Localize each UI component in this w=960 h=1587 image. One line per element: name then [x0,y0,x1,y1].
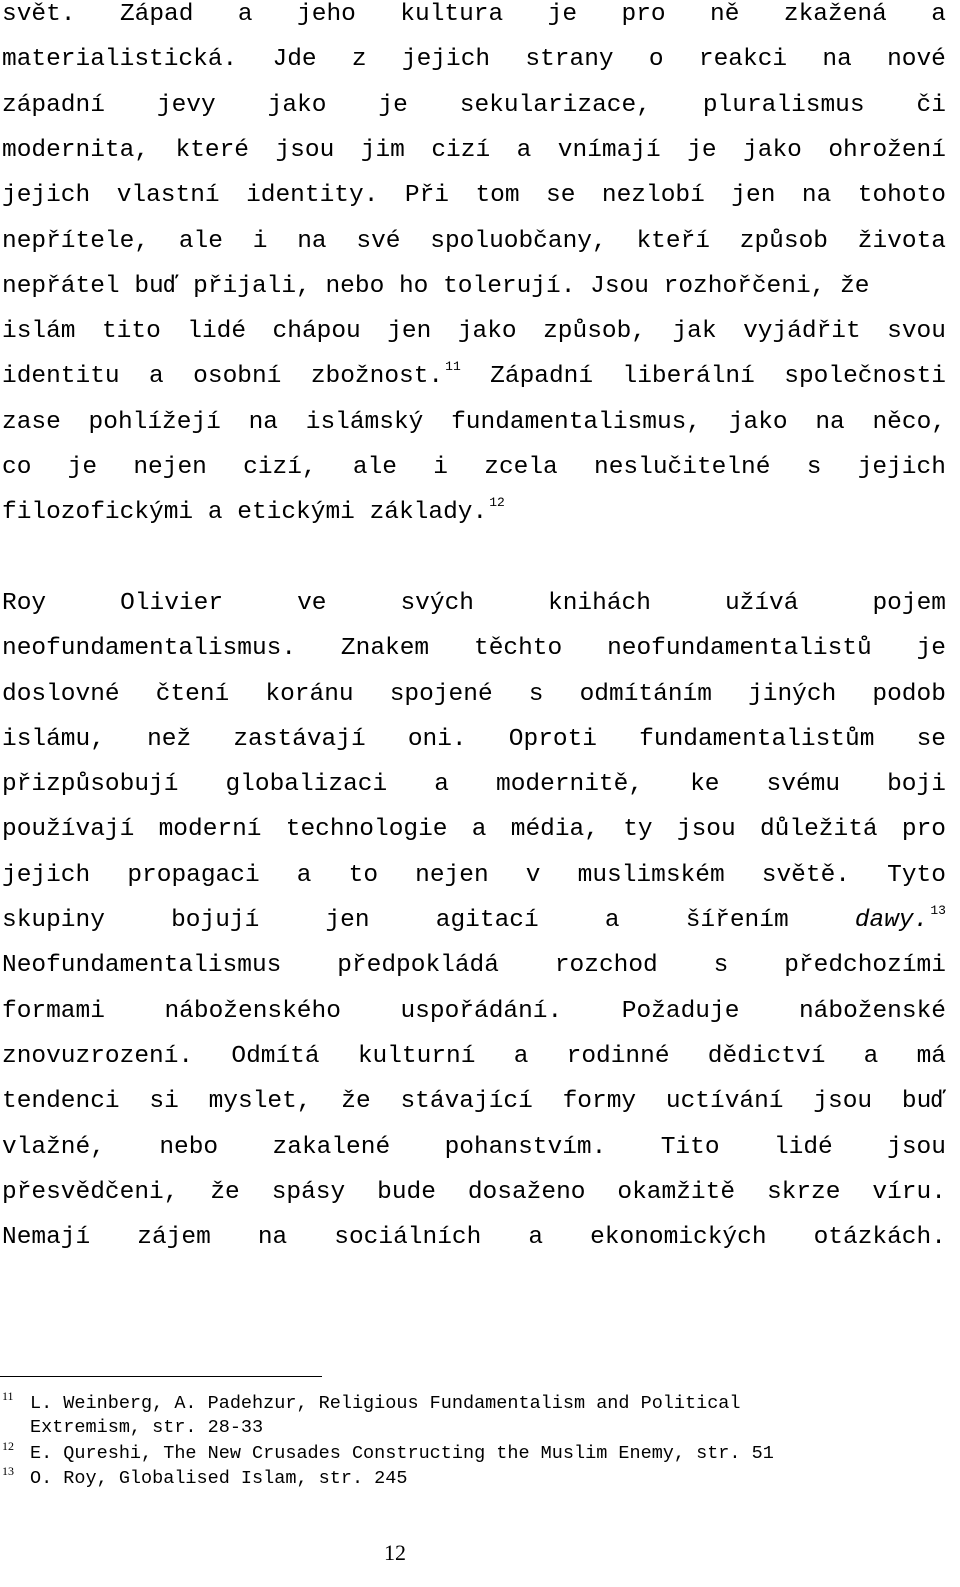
word: to [348,861,379,889]
word: stávající [400,1088,533,1116]
text-line [2,91,946,121]
word: a [149,363,164,391]
footnote-reference: 12 [489,495,505,511]
word: ohrožení [828,136,946,164]
word: a [207,499,223,527]
word: jen [387,318,432,346]
text-line [2,272,946,302]
word: lidé [773,1133,833,1161]
word: jak [672,318,717,346]
word: jejich [401,46,491,74]
word: ho [398,272,429,300]
footnote-reference: 13 [930,903,946,918]
text-line [2,903,946,936]
word: přizpůsobují [2,771,179,799]
text-line [2,634,946,664]
word: a [931,1,946,28]
word: liberální [622,363,755,391]
word: na [248,408,279,436]
text-line [2,815,946,845]
word: spojené [389,680,493,708]
word: sekularizace, [459,91,651,119]
word: náboženské [798,997,946,1025]
text-line [2,1087,946,1117]
word: ty [623,816,653,844]
word: víru. [872,1178,946,1206]
word: které [175,136,250,164]
word: má [916,1042,946,1070]
word: světě. [761,861,850,889]
word: nejen [415,861,489,889]
word: jim [360,136,405,164]
word: nejen [133,454,207,481]
footnote-text: L. Weinberg, A. Padehzur, Religious Fundamentalism and Political [30,1393,741,1414]
word: s [806,454,822,481]
word: se [546,182,576,210]
word: identitu [2,363,120,391]
footnote-reference: 11 [445,359,461,375]
word: čtení [155,680,230,708]
word: fundamentalistům [639,725,875,753]
text-line [2,861,946,891]
word: Při [404,182,449,210]
word: ve [297,589,327,617]
word: jejich [857,454,946,481]
text-line [2,136,946,166]
word: pluralismus [702,91,865,119]
word: ke [690,771,720,799]
word: je [547,1,578,28]
word: své [356,227,401,255]
word: je [67,454,98,481]
word: v [525,861,541,889]
word: tito [101,318,161,346]
word: jsou [887,1133,946,1161]
word: a [863,1042,879,1070]
word: Neofundamentalismus [2,952,282,980]
word: důležitá [759,816,878,844]
word: na [815,408,845,436]
word: ekonomických [590,1224,767,1252]
word: reakci [698,46,788,74]
word: užívá [724,589,799,617]
word: moderní [158,816,262,844]
word: jako [743,136,802,164]
word: jsou [676,816,736,844]
word: zkažená [783,1,887,28]
word: odmítáním [579,680,712,708]
word: skupiny [2,907,105,934]
word: pro [901,816,946,844]
word: zakalené [272,1133,391,1161]
word: na [801,182,832,210]
word: nezlobí [601,182,705,210]
word: formami [2,997,105,1025]
text-line [2,495,946,528]
word: koránu [265,680,354,708]
word: média, [510,816,599,844]
footnote-text: E. Qureshi, The New Crusades Constructing the Muslim Enemy, str. 51 [30,1443,774,1464]
word: otázkách. [813,1224,946,1252]
word: muslimském [577,861,725,889]
word: svět. [2,1,76,28]
word: si [149,1088,179,1116]
word: buď [134,272,179,300]
text-line [2,317,946,347]
word: zcela [484,454,558,481]
word: je [687,136,717,164]
word: dosaženo [467,1178,586,1206]
word: rozhořčeni, [663,272,826,300]
word: doslovné [2,680,120,708]
word: na [257,1224,288,1252]
text-line [2,408,946,438]
word: je [378,91,408,119]
word: předchozími [784,952,946,980]
word: rodinné [566,1042,670,1070]
word: skrze [766,1178,841,1206]
word: a [471,816,487,844]
word: pohanstvím. [444,1133,607,1161]
text-line [2,1223,946,1253]
word: na [822,46,852,74]
word: spoluobčany, [430,227,607,255]
word: způsob [739,227,828,255]
word: než [147,725,192,753]
word: materialistická. [2,46,238,74]
word: s [713,952,729,980]
word: jako [457,318,517,346]
word: jako [728,408,788,436]
word: jako [267,91,327,119]
word: jsou [275,136,335,164]
word: globalizaci [225,771,388,799]
word: boji [887,771,946,799]
word: něco, [872,408,946,436]
word: předpokládá [337,952,499,980]
word: identity. [246,182,379,210]
word: Požaduje [621,997,740,1025]
word: technologie [285,816,448,844]
text-line [2,45,946,75]
text-line [2,680,946,710]
text-line [2,951,946,981]
word: západní [2,91,105,119]
word: o [648,46,664,74]
word: jejich [2,861,91,889]
word: podob [872,680,946,708]
page-number: 12 [384,1540,406,1565]
word: se [916,725,946,753]
word: Tyto [887,861,946,889]
word: islám [2,318,76,346]
word: uctívání [665,1088,784,1116]
word: nepřítele, [2,227,150,255]
word: jen [731,182,776,210]
word: islámu, [2,725,105,753]
word: neofundamentalistů [607,635,872,663]
word: dawy. $^{13}$ [854,903,946,934]
word: svému [766,771,841,799]
word: modernitě, [496,771,644,799]
word: že [341,1088,371,1116]
word: Tito [660,1133,720,1161]
footnote-number: 11 [2,1389,14,1403]
word: těchto [474,635,563,663]
word: nepřátel [2,272,120,300]
word: Západní [490,363,594,391]
word: tendenci [2,1088,120,1116]
word: přesvědčeni, [2,1178,179,1206]
word: agitací [435,907,539,934]
word: znovuzrození. [2,1042,194,1070]
word: s [528,680,544,708]
word: náboženského [164,997,341,1025]
word: Znakem [340,635,430,663]
word: pro [621,1,666,28]
word: co [2,454,32,481]
text-line [2,227,946,257]
word: i [252,227,268,255]
word: nebo [325,272,385,300]
word: či [916,91,946,119]
word: i [433,454,448,481]
word: cizí [431,136,491,164]
word: jejich [2,182,91,210]
word: na [297,227,327,255]
word: kultura [400,1,504,28]
word: nové [887,46,946,74]
word: jeho [297,1,356,28]
word: a [513,1042,529,1070]
text-line [2,589,946,619]
word: kteří [636,227,710,255]
word: rozchod [554,952,658,980]
word: zbožnost. $^{11}$ [310,359,461,391]
word: myslet, [208,1088,312,1116]
word: svou [887,318,946,346]
text-line [2,770,946,800]
word: a [296,861,312,889]
word: formy [562,1088,637,1116]
word: filozofickými [2,499,194,527]
word: tohoto [857,182,946,210]
word: spásy [271,1178,346,1206]
word: etickými [237,499,355,527]
word: a [237,1,253,28]
word: vlažné, [2,1133,105,1161]
word: knihách [548,589,651,617]
word: zase [2,408,61,436]
word: Odmítá [231,1042,320,1070]
word: buď [901,1088,946,1116]
word: jevy [156,91,216,119]
word: neslučitelné [594,454,771,481]
word: nebo [159,1133,219,1161]
text-line [2,0,946,30]
word: Západ [119,1,194,28]
word: svých [400,589,474,617]
word: modernita, [2,136,150,164]
word: chápou [272,318,361,346]
word: osobní [193,363,282,391]
word: oni. [407,725,467,753]
text-line [2,1042,946,1072]
word: vyjádřit [743,318,861,346]
word: a [516,136,532,164]
word: vlastní [116,182,220,210]
word: používají [2,816,135,844]
word: jen [325,907,370,934]
word: ně [710,1,740,28]
word: zastávají [233,725,366,753]
word: způsob, [543,318,647,346]
word: Oproti [508,725,598,753]
text-line [2,997,946,1027]
word: bojují [171,907,260,934]
word: že [840,272,870,300]
word: sociálních [334,1224,482,1252]
footnote-text: Extremism, str. 28-33 [30,1417,264,1438]
word: vnímají [557,136,661,164]
word: lidé [187,318,247,346]
word: Olivier [120,589,224,617]
text-line [2,359,946,392]
word: jsou [813,1088,873,1116]
word: a [528,1224,544,1252]
word: zájem [137,1224,211,1252]
word: fundamentalismus, [451,408,702,436]
text-line [2,1178,946,1208]
text-line [2,725,946,755]
word: z [351,46,367,74]
word: bude [377,1178,436,1206]
word: a [604,907,620,934]
word: přijali, [193,272,311,300]
word: dědictví [707,1042,826,1070]
word: základy. $^{12}$ [369,495,505,527]
word: okamžitě [617,1178,736,1206]
word: Jsou [590,272,649,300]
word: neofundamentalismus. [2,635,297,663]
word: Nemají [2,1224,91,1252]
word: pojem [872,589,946,617]
word: života [857,227,946,255]
word: ale [178,227,223,255]
word: kulturní [357,1042,476,1070]
word: islámský [305,408,424,436]
word: společnosti [784,363,946,391]
word: Roy [2,589,47,617]
word: a [434,771,449,799]
footnote-number: 12 [2,1439,14,1453]
footnote-text: O. Roy, Globalised Islam, str. 245 [30,1468,408,1489]
word: Jde [272,46,317,74]
footnote-number: 13 [2,1464,14,1478]
text-line [2,544,946,574]
word: ale [352,454,398,481]
word: šířením [685,907,789,934]
text-line [2,181,946,211]
word: uspořádání. [400,997,563,1025]
word: jiných [748,680,837,708]
word: propagaci [127,861,260,889]
word: že [210,1178,240,1206]
word: tom [475,182,520,210]
word: tolerují. [443,272,576,300]
footnote-separator [0,1376,322,1377]
word: cizí, [243,454,317,481]
word: je [916,635,946,663]
text-line [2,453,946,483]
word: strany [525,46,614,74]
word: pohlížejí [88,408,221,436]
text-line [2,1133,946,1163]
